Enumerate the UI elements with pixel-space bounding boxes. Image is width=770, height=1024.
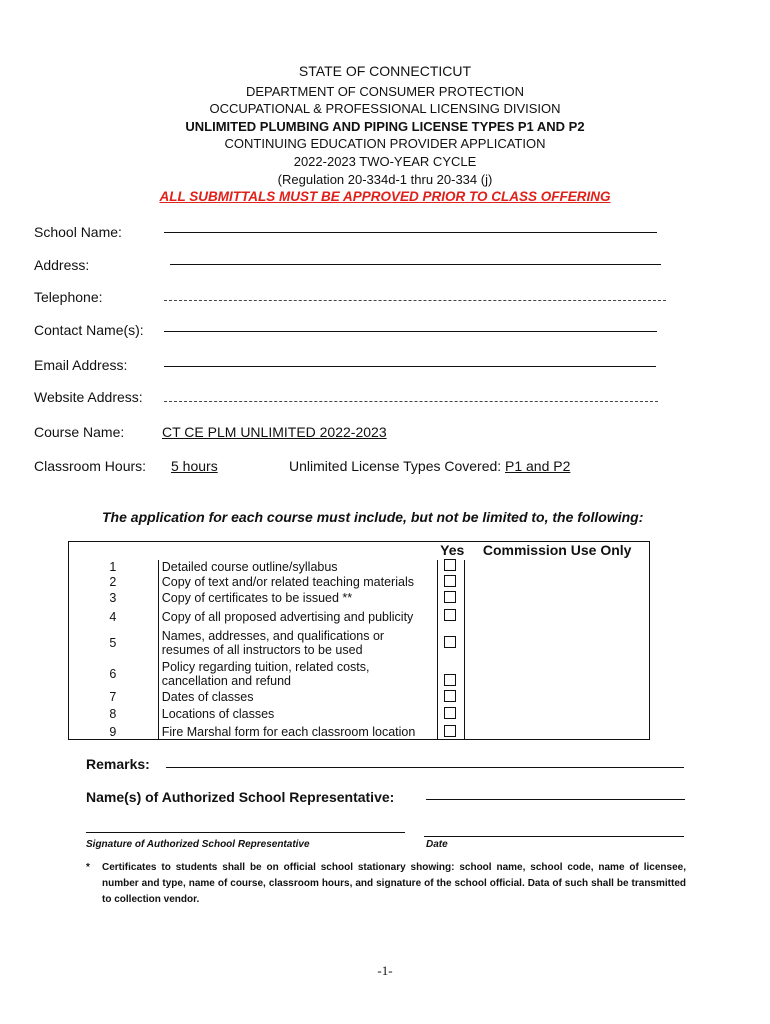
course-name-label: Course Name: xyxy=(34,424,125,440)
item-number: 5 xyxy=(109,636,117,650)
item-number: 1 xyxy=(109,559,117,574)
department-title: DEPARTMENT OF CONSUMER PROTECTION xyxy=(245,84,525,99)
email-field[interactable] xyxy=(164,366,656,367)
license-types-label: Unlimited License Types Covered: xyxy=(289,458,502,474)
item-text: Copy of certificates to be issued ** xyxy=(161,591,353,605)
contact-field[interactable] xyxy=(164,331,657,332)
yes-checkbox[interactable] xyxy=(444,575,456,587)
website-field[interactable] xyxy=(164,401,658,402)
remarks-field[interactable] xyxy=(166,767,684,768)
telephone-field[interactable] xyxy=(164,300,666,301)
cycle-title: 2022-2023 TWO-YEAR CYCLE xyxy=(293,154,477,169)
yes-checkbox[interactable] xyxy=(444,591,456,603)
yes-checkbox[interactable] xyxy=(444,636,456,648)
commission-column-header: Commission Use Only xyxy=(482,542,632,558)
signature-caption: Signature of Authorized School Representative xyxy=(86,839,310,850)
item-number: 4 xyxy=(109,609,117,624)
application-title: CONTINUING EDUCATION PROVIDER APPLICATION xyxy=(224,136,546,151)
item-text: Names, addresses, and qualifications or resumes of all instructors to be used xyxy=(161,629,385,657)
table-header-row xyxy=(68,541,650,559)
license-types-value: P1 and P2 xyxy=(505,458,571,474)
table-row xyxy=(68,689,650,705)
division-title: OCCUPATIONAL & PROFESSIONAL LICENSING DIVISION xyxy=(209,101,561,116)
table-row xyxy=(68,723,650,741)
requirements-table xyxy=(68,541,650,741)
table-row xyxy=(68,627,650,659)
signature-line[interactable] xyxy=(86,832,405,833)
table-row xyxy=(68,659,650,689)
school-name-label: School Name: xyxy=(34,224,122,240)
table-row xyxy=(68,590,650,606)
table-row xyxy=(68,574,650,590)
item-number: 2 xyxy=(109,575,117,589)
page-number: -1- xyxy=(377,963,393,978)
telephone-label: Telephone: xyxy=(34,289,103,305)
item-number: 6 xyxy=(109,667,117,681)
hours-value: 5 hours xyxy=(171,458,218,474)
regulation-text: (Regulation 20-334d-1 thru 20-334 (j) xyxy=(277,172,493,187)
item-text: Detailed course outline/syllabus xyxy=(161,559,338,574)
email-label: Email Address: xyxy=(34,357,128,373)
item-number: 8 xyxy=(109,707,117,721)
table-row xyxy=(68,559,650,574)
table-row xyxy=(68,606,650,627)
yes-checkbox[interactable] xyxy=(444,674,456,686)
yes-checkbox[interactable] xyxy=(444,609,456,621)
item-text: Copy of all proposed advertising and publicity xyxy=(161,609,414,624)
item-text: Locations of classes xyxy=(161,707,275,721)
yes-checkbox[interactable] xyxy=(444,559,456,571)
representative-field[interactable] xyxy=(426,799,685,800)
item-text: Fire Marshal form for each classroom location xyxy=(161,725,416,739)
address-label: Address: xyxy=(34,257,90,273)
address-field[interactable] xyxy=(170,264,661,265)
item-number: 9 xyxy=(109,725,117,739)
yes-checkbox[interactable] xyxy=(444,725,456,737)
school-name-field[interactable] xyxy=(164,232,657,233)
yes-column-header: Yes xyxy=(440,542,465,558)
state-title: STATE OF CONNECTICUT xyxy=(298,63,472,79)
table-row xyxy=(68,705,650,723)
date-line[interactable] xyxy=(424,836,684,837)
item-text: Policy regarding tuition, related costs, cancellation and refund xyxy=(161,660,370,688)
yes-checkbox[interactable] xyxy=(444,707,456,719)
date-caption: Date xyxy=(426,839,448,850)
license-title: UNLIMITED PLUMBING AND PIPING LICENSE TYPES P1 AND P2 xyxy=(185,119,585,134)
footnote-marker: * xyxy=(86,862,90,873)
item-text: Copy of text and/or related teaching materials xyxy=(161,575,414,589)
contact-label: Contact Name(s): xyxy=(34,322,144,338)
website-label: Website Address: xyxy=(34,389,143,405)
footnote xyxy=(86,860,686,908)
submittal-warning: ALL SUBMITTALS MUST BE APPROVED PRIOR TO CLASS OFFERING xyxy=(159,189,611,204)
hours-label: Classroom Hours: xyxy=(34,458,147,474)
item-text: Dates of classes xyxy=(161,690,254,704)
representative-label: Name(s) of Authorized School Representative: xyxy=(86,789,395,805)
item-number: 7 xyxy=(109,690,117,704)
requirements-heading: The application for each course must include, but not be limited to, the following: xyxy=(102,509,644,525)
yes-checkbox[interactable] xyxy=(444,690,456,702)
remarks-label: Remarks: xyxy=(86,756,150,772)
item-number: 3 xyxy=(109,591,117,605)
footnote-text: Certificates to students shall be on official school stationary showing: school name, school code, name of licensee, number and type, name of course, classroom hours, and signature of the school official. Data of such shall be transmitted to collection vendor. xyxy=(102,862,686,905)
course-name-value: CT CE PLM UNLIMITED 2022-2023 xyxy=(162,424,387,440)
